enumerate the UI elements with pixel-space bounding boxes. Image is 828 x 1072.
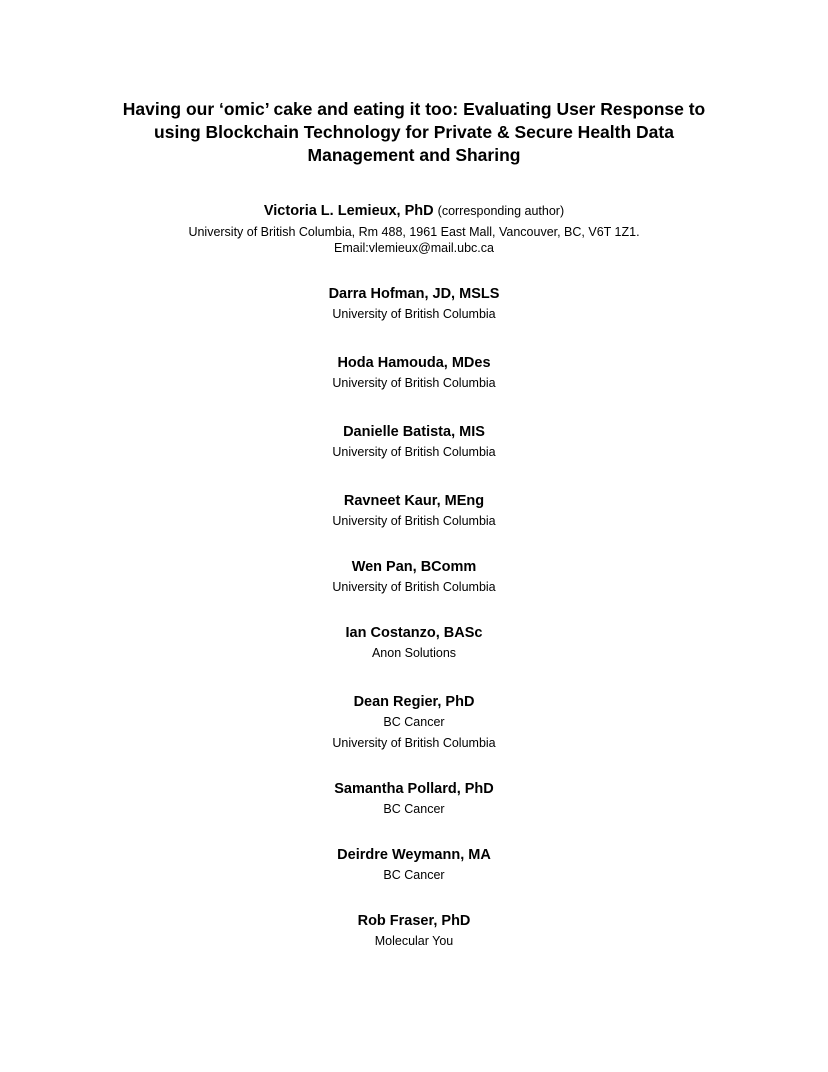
- author-name: Deirdre Weymann, MA: [337, 847, 491, 863]
- author-affiliation: BC Cancer: [383, 868, 445, 882]
- author-name: Hoda Hamouda, MDes: [337, 355, 491, 371]
- paper-title: [40, 98, 788, 167]
- author-block: [40, 557, 788, 598]
- corresponding-author-address: University of British Columbia, Rm 488, 1961 East Mall, Vancouver, BC, V6T 1Z1.: [188, 225, 640, 239]
- author-name: Darra Hofman, JD, MSLS: [328, 286, 500, 302]
- author-name: Samantha Pollard, PhD: [334, 781, 494, 797]
- author-name: Wen Pan, BComm: [351, 559, 477, 575]
- corresponding-author-note: (corresponding author): [437, 204, 565, 218]
- author-affiliation: BC Cancer: [383, 715, 445, 729]
- author-name: Ravneet Kaur, MEng: [343, 493, 485, 509]
- author-name: Danielle Batista, MIS: [343, 424, 485, 440]
- author-block: [40, 779, 788, 820]
- corresponding-author-email: Email:vlemieux@mail.ubc.ca: [334, 241, 494, 255]
- author-block: [40, 491, 788, 532]
- author-affiliation: Molecular You: [374, 934, 454, 948]
- author-block: [40, 422, 788, 463]
- author-affiliation: University of British Columbia: [332, 307, 496, 321]
- author-affiliation: University of British Columbia: [332, 376, 496, 390]
- author-affiliation: University of British Columbia: [332, 514, 496, 528]
- author-affiliation: Anon Solutions: [371, 646, 457, 660]
- author-name: Dean Regier, PhD: [353, 694, 475, 710]
- author-name: Ian Costanzo, BASc: [345, 625, 483, 641]
- author-block: [40, 623, 788, 664]
- author-block: [40, 353, 788, 394]
- author-affiliation: University of British Columbia: [332, 736, 496, 750]
- author-affiliation: University of British Columbia: [332, 445, 496, 459]
- author-block: [40, 845, 788, 886]
- author-block: [40, 284, 788, 325]
- corresponding-author-line: [40, 201, 788, 221]
- corresponding-author-affiliation: [40, 224, 788, 256]
- author-affiliation: BC Cancer: [383, 802, 445, 816]
- author-block: [40, 692, 788, 754]
- corresponding-author-name: Victoria L. Lemieux, PhD: [263, 203, 434, 219]
- author-affiliation: University of British Columbia: [332, 580, 496, 594]
- author-name: Rob Fraser, PhD: [357, 913, 471, 929]
- title-line-3: Management and Sharing: [307, 145, 521, 165]
- title-line-1: Having our ‘omic’ cake and eating it too: Evaluating User Response to: [122, 99, 706, 119]
- title-line-2: using Blockchain Technology for Private & Secure Health Data: [154, 122, 674, 142]
- author-block: [40, 911, 788, 952]
